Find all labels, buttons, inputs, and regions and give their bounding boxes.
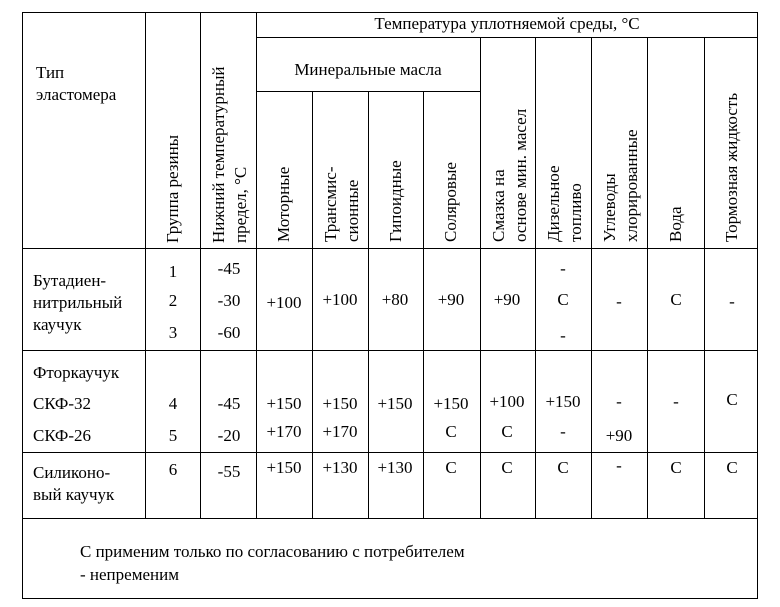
fluoro-row1-hypoid: +150 — [377, 394, 413, 413]
silicone-diesel: С — [557, 458, 569, 477]
silicone-motor: +150 — [266, 458, 302, 477]
fluoro-row1-brake: С — [726, 390, 738, 409]
fluoro-row2-group: 5 — [168, 426, 178, 445]
butadiene-low-1: -45 — [217, 259, 241, 278]
rule-col-grease — [480, 37, 481, 518]
header-group: Группа резины — [163, 134, 182, 243]
fluoro-row2-chlor: +90 — [605, 426, 633, 445]
butadiene-brake: - — [729, 292, 735, 311]
fluoro-row2-solar: С — [445, 422, 457, 441]
header-type — [36, 62, 116, 106]
butadiene-solar: +90 — [437, 290, 465, 309]
rule-legend — [22, 518, 758, 519]
col-header-chlor — [599, 92, 643, 242]
col-header-solar: Соляровые — [441, 162, 460, 242]
rule-col-hypoid — [368, 91, 369, 518]
silicone-group: 6 — [168, 460, 178, 479]
col-header-grease — [488, 62, 532, 242]
rule-col-solar — [423, 91, 424, 518]
fluoro-row2-low: -20 — [217, 426, 241, 445]
header-temp-span: Температура уплотняемой среды, °С — [374, 14, 640, 33]
butadiene-group-2: 2 — [168, 291, 178, 310]
butadiene-chlor: - — [616, 292, 622, 311]
col-header-brake: Тормозная жидкость — [722, 92, 741, 242]
rule-col-diesel — [535, 37, 536, 518]
col-header-motor: Моторные — [274, 166, 293, 242]
fluoro-row2-diesel: - — [560, 422, 566, 441]
butadiene-name — [33, 270, 122, 336]
butadiene-diesel-2: С — [557, 290, 569, 309]
fluoro-row1-motor: +150 — [266, 394, 302, 413]
col-header-trans-line1: Трансмис- — [321, 166, 340, 242]
rule-col-motor — [256, 12, 257, 518]
silicone-trans: +130 — [322, 458, 358, 477]
header-type-line2: эластомера — [36, 85, 117, 104]
butadiene-grease: +90 — [493, 290, 521, 309]
col-header-chlor-line1: Углеводы — [600, 173, 619, 242]
silicone-name — [33, 462, 114, 506]
rule-col-brake — [704, 37, 705, 518]
fluoro-row1-trans: +150 — [322, 394, 358, 413]
butadiene-diesel-3: - — [560, 326, 566, 345]
rule-col-low — [200, 12, 201, 518]
legend-line-2: - непременим — [80, 565, 179, 584]
silicone-low: -55 — [217, 462, 241, 481]
butadiene-group-1: 1 — [168, 262, 178, 281]
fluoro-title: Фторкаучук — [33, 363, 120, 382]
col-header-trans — [320, 134, 364, 242]
rule-col-chlor — [591, 37, 592, 518]
fluoro-row2-trans: +170 — [322, 422, 358, 441]
silicone-chlor: - — [616, 456, 622, 475]
col-header-chlor-line2: хлорированные — [622, 129, 641, 242]
butadiene-low-3: -60 — [217, 323, 241, 342]
butadiene-group-3: 3 — [168, 323, 178, 342]
butadiene-hypoid: +80 — [381, 290, 409, 309]
col-header-water: Вода — [666, 206, 685, 242]
fluoro-row1-grease: +100 — [489, 392, 525, 411]
col-header-grease-line2: основе мин. масел — [511, 108, 530, 242]
silicone-grease: С — [501, 458, 513, 477]
col-header-diesel-line1: Дизельное — [544, 165, 563, 242]
butadiene-motor: +100 — [266, 293, 302, 312]
silicone-water: С — [670, 458, 682, 477]
fluoro-row1-group: 4 — [168, 394, 178, 413]
col-header-grease-line1: Смазка на — [489, 169, 508, 242]
silicone-brake: С — [726, 458, 738, 477]
col-header-trans-line2: сионные — [343, 179, 362, 242]
rule-top-header — [256, 37, 758, 38]
rule-col-trans — [312, 91, 313, 518]
col-header-diesel — [543, 150, 587, 242]
silicone-hypoid: +130 — [377, 458, 413, 477]
fluoro-row1-diesel: +150 — [545, 392, 581, 411]
fluoro-row2-name: СКФ-26 — [33, 426, 92, 445]
header-mineral: Минеральные масла — [294, 60, 442, 79]
butadiene-name-line1: Бутадиен- — [33, 271, 107, 290]
header-low-temp-line1: Нижний температурный — [209, 66, 228, 243]
fluoro-row1-low: -45 — [217, 394, 241, 413]
header-low-temp-line2: предел, °С — [231, 166, 250, 243]
rule-col-group — [145, 12, 146, 518]
fluoro-row2-grease: С — [501, 422, 513, 441]
fluoro-row1-name: СКФ-32 — [33, 394, 92, 413]
butadiene-water: С — [670, 290, 682, 309]
col-header-diesel-line2: топливо — [566, 183, 585, 242]
silicone-name-line1: Силиконо- — [33, 463, 111, 482]
legend-line-1: С применим только по согласованию с потребителем — [80, 542, 465, 561]
rule-col-water — [647, 37, 648, 518]
header-type-line1: Тип — [36, 63, 65, 82]
silicone-name-line2: вый каучук — [33, 485, 115, 504]
butadiene-name-line2: нитрильный — [33, 293, 123, 312]
fluoro-row1-solar: +150 — [433, 394, 469, 413]
header-low-temp — [208, 17, 252, 243]
butadiene-diesel-1: - — [560, 259, 566, 278]
fluoro-row2-motor: +170 — [266, 422, 302, 441]
silicone-solar: С — [445, 458, 457, 477]
butadiene-trans: +100 — [322, 290, 358, 309]
col-header-hypoid: Гипоидные — [386, 160, 405, 242]
fluoro-row1-water: - — [673, 392, 679, 411]
fluoro-row1-chlor: - — [616, 392, 622, 411]
butadiene-low-2: -30 — [217, 291, 241, 310]
butadiene-name-line3: каучук — [33, 315, 82, 334]
